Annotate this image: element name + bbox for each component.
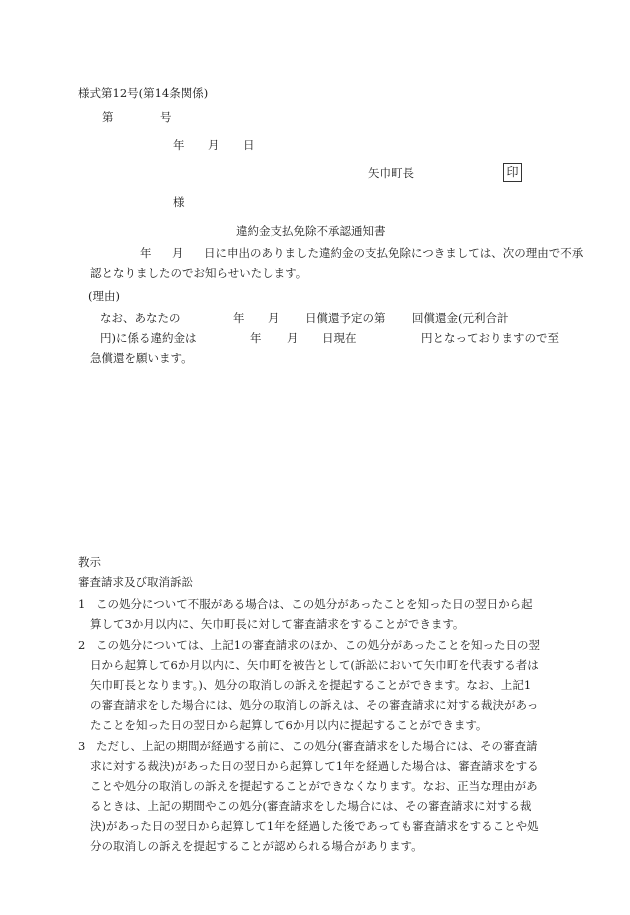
p2-line1-end: 回償還金(元利合計 [412, 311, 509, 325]
date-year: 年 [173, 138, 185, 152]
notice-item-line: 算して3か月以内に、矢巾町長に対して審査請求をすることができます。 [90, 617, 465, 631]
p2-line1-start: なお、あなたの [100, 311, 181, 325]
doc-no-suffix: 号 [160, 110, 172, 124]
document-title: 違約金支払免除不承認通知書 [236, 224, 386, 238]
p2-line1-year: 年 [233, 311, 245, 325]
p2-line1-repay: 日償還予定の第 [305, 311, 386, 325]
notice-item-line: ことや処分の取消しの訴えを提起することができなくなります。なお、正当な理由があ [90, 779, 538, 793]
p2-line2-asof: 日現在 [322, 331, 357, 345]
p1-line2-text: 認となりましたのでお知らせいたします。 [90, 266, 308, 280]
notice-subheading: 審査請求及び取消訴訟 [78, 575, 193, 589]
notice-item-line: るときは、上記の期間やこの処分(審査請求をした場合には、その審査請求に対する裁 [90, 799, 532, 813]
p2-line2-year: 年 [250, 331, 262, 345]
p2-line2-end: 円となっておりますので至 [421, 331, 559, 345]
doc-no-prefix: 第 [102, 110, 114, 124]
p1-year: 年 [140, 246, 152, 260]
notice-heading: 教示 [78, 555, 101, 569]
notice-item-line: 決)があった日の翌日から起算して1年を経過した後であっても審査請求をすることや処 [90, 819, 539, 833]
p2-line2-month: 月 [287, 331, 299, 345]
notice-item-line: たことを知った日の翌日から起算して6か月以内に提起することができます。 [90, 718, 488, 732]
notice-item-line: 求に対する裁決)があった日の翌日から起算して1年を経過した場合は、審査請求をする [90, 759, 539, 773]
seal-mark: 印 [503, 163, 522, 182]
recipient-suffix: 様 [173, 195, 185, 209]
form-number: 様式第12号(第14条関係) [78, 86, 209, 100]
notice-item-line: 矢巾町長となります。)、処分の取消しの訴えを提起することができます。なお、上記1 [90, 678, 532, 692]
notice-item-number: 3 [78, 739, 86, 753]
notice-item-line: 分の取消しの訴えを提起することが認められる場合があります。 [90, 839, 423, 853]
p2-line2-start: 円)に係る違約金は [100, 331, 197, 345]
notice-item-line: この処分について不服がある場合は、この処分があったことを知った日の翌日から起 [96, 597, 533, 611]
p2-line3-text: 急償還を願います。 [90, 351, 193, 365]
date-month: 月 [208, 138, 220, 152]
issuer-name: 矢巾町長 [368, 166, 414, 180]
p2-line1-month: 月 [268, 311, 280, 325]
date-day: 日 [243, 138, 255, 152]
notice-item-line: 日から起算して6か月以内に、矢巾町を被告として(訴訟において矢巾町を代表する者は [90, 658, 539, 672]
reason-label: (理由) [88, 289, 120, 303]
notice-item-number: 2 [78, 638, 86, 652]
p1-line1-text: 日に申出のありました違約金の支払免除につきましては、次の理由で不承 [204, 246, 584, 260]
notice-item-line: この処分については、上記1の審査請求のほか、この処分があったことを知った日の翌 [96, 638, 540, 652]
notice-item-line: ただし、上記の期間が経過する前に、この処分(審査請求をした場合には、その審査請 [96, 739, 538, 753]
p1-month: 月 [172, 246, 184, 260]
notice-item-number: 1 [78, 597, 86, 611]
notice-item-line: の審査請求をした場合には、処分の取消しの訴えは、その審査請求に対する裁決があっ [90, 698, 539, 712]
